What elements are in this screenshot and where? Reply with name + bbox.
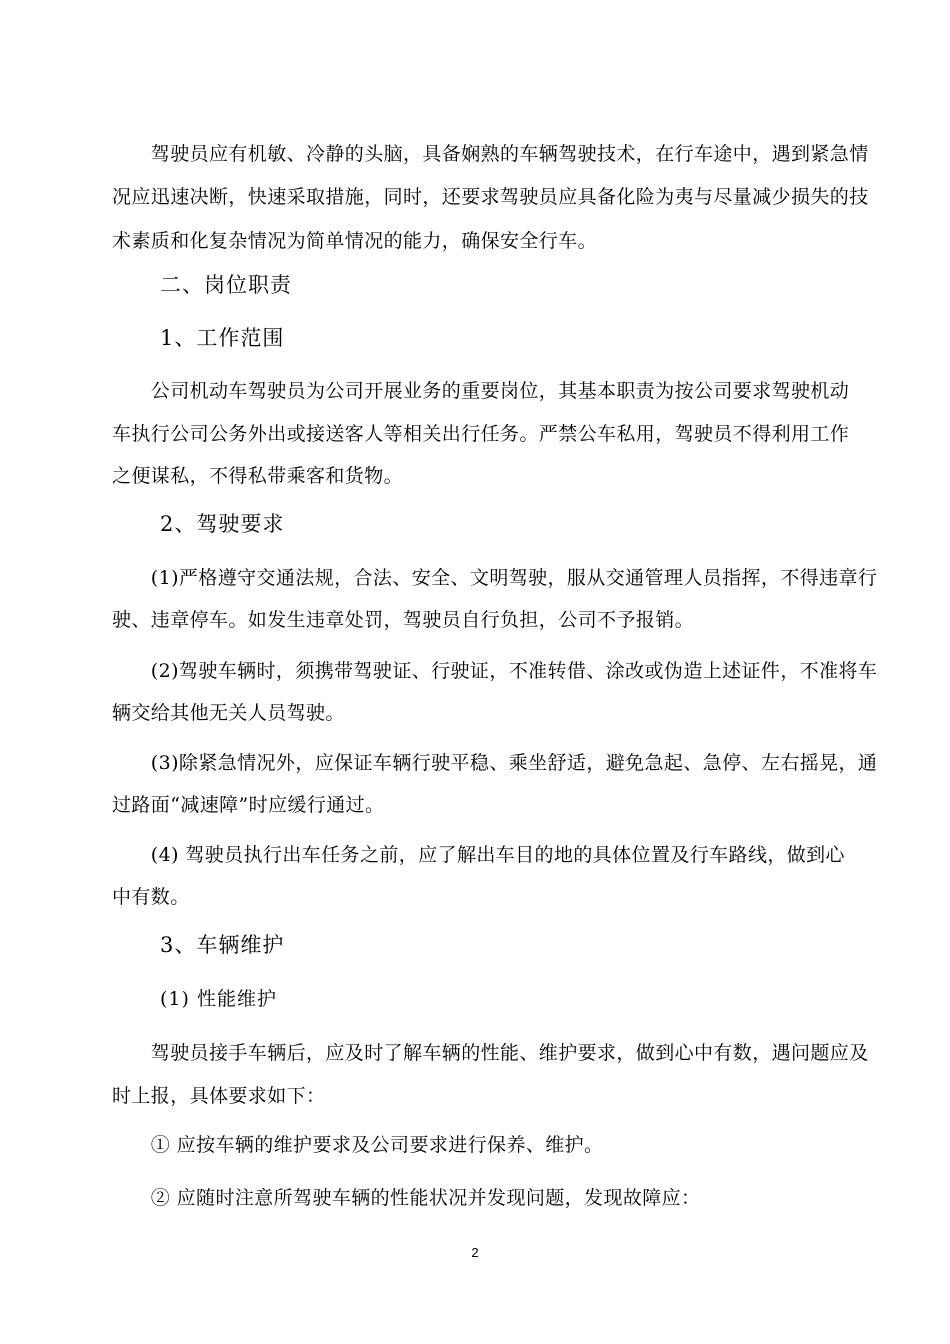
- requirement-1-line-2: 驶、违章停车。如发生违章处罚，驾驶员自行负担，公司不予报销。: [112, 609, 695, 631]
- list-item-2: ② 应随时注意所驾驶车辆的性能状况并发现问题，发现故障应：: [112, 1187, 701, 1209]
- maintenance-line-2: 时上报，具体要求如下：: [112, 1085, 326, 1107]
- requirement-1-line-1: (1)严格遵守交通法规，合法、安全、文明驾驶，服从交通管理人员指挥，不得违章行: [112, 567, 878, 589]
- requirement-2-line-1: (2)驾驶车辆时，须携带驾驶证、行驶证，不准转借、涂改或伪造上述证件，不准将车: [112, 660, 878, 682]
- scope-line-3: 之便谋私，不得私带乘客和货物。: [112, 465, 404, 487]
- heading-vehicle-maintenance: 3、车辆维护: [160, 933, 285, 957]
- page-number: 2: [471, 1245, 479, 1260]
- heading-driving-requirements: 2、驾驶要求: [160, 512, 285, 536]
- requirement-3-line-1: (3)除紧急情况外，应保证车辆行驶平稳、乘坐舒适，避免急起、急停、左右摇晃，通: [112, 752, 878, 774]
- list-item-1: ① 应按车辆的维护要求及公司要求进行保养、维护。: [112, 1134, 604, 1156]
- requirement-4-line-1: (4) 驾驶员执行出车任务之前，应了解出车目的地的具体位置及行车路线，做到心: [112, 844, 845, 866]
- paragraph-1-line-1: 驾驶员应有机敏、冷静的头脑，具备娴熟的车辆驾驶技术，在行车途中，遇到紧急情: [112, 143, 869, 165]
- paragraph-1-line-3: 术素质和化复杂情况为简单情况的能力，确保安全行车。: [112, 230, 598, 252]
- requirement-3-line-2: 过路面“减速障”时应缓行通过。: [112, 794, 385, 816]
- maintenance-line-1: 驾驶员接手车辆后，应及时了解车辆的性能、维护要求，做到心中有数，遇问题应及: [112, 1042, 869, 1064]
- heading-work-scope: 1、工作范围: [160, 326, 285, 350]
- requirement-4-line-2: 中有数。: [112, 886, 190, 908]
- requirement-2-line-2: 辆交给其他无关人员驾驶。: [112, 702, 345, 724]
- scope-line-2: 车执行公司公务外出或接送客人等相关出行任务。严禁公车私用，驾驶员不得利用工作: [112, 423, 850, 445]
- scope-line-1: 公司机动车驾驶员为公司开展业务的重要岗位，其基本职责为按公司要求驾驶机动: [112, 380, 850, 402]
- section-heading-job-duties: 二、岗位职责: [160, 273, 292, 297]
- subheading-performance-maintenance: (1) 性能维护: [160, 988, 277, 1010]
- paragraph-1-line-2: 况应迅速决断，快速采取措施，同时，还要求驾驶员应具备化险为夷与尽量减少损失的技: [112, 186, 869, 208]
